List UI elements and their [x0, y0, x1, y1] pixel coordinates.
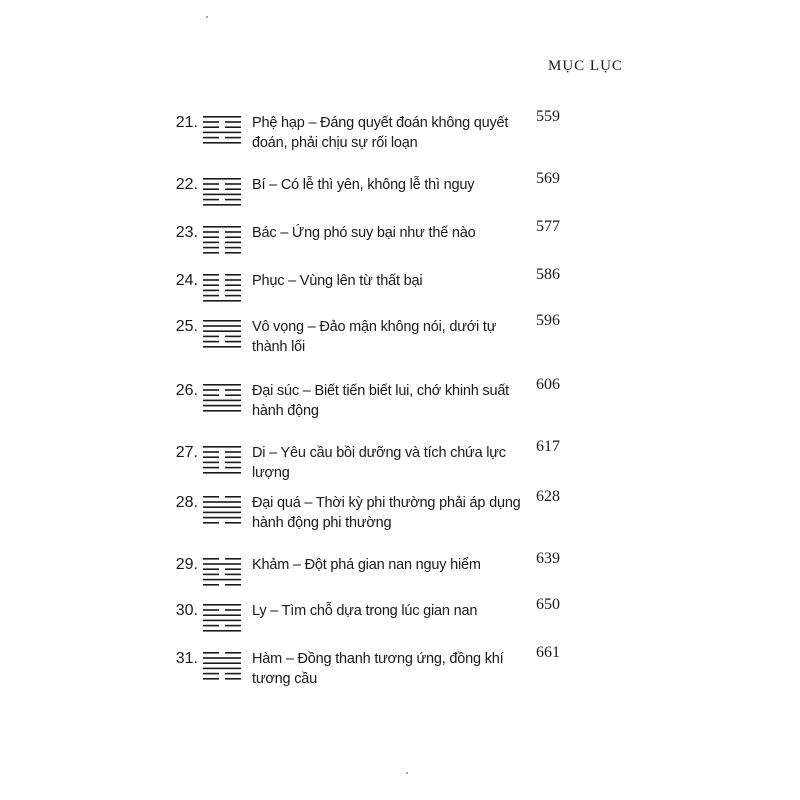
entry-page-number: 650	[536, 596, 560, 613]
yang-line	[203, 630, 241, 632]
yang-line	[203, 320, 241, 322]
yang-line	[203, 178, 241, 180]
hexagram-icon	[203, 554, 243, 588]
yin-line-segment	[203, 231, 219, 233]
hexagram-icon	[203, 316, 243, 350]
entry-number: 26.	[175, 382, 198, 399]
yang-line	[203, 330, 241, 332]
yin-line-segment	[225, 199, 241, 201]
yin-line-segment	[203, 242, 219, 244]
yang-line	[203, 300, 241, 302]
entry-page-number: 606	[536, 376, 560, 393]
yin-line-segment	[203, 290, 219, 292]
hexagram-icon	[203, 270, 243, 304]
yang-line	[203, 662, 241, 664]
yang-line	[203, 579, 241, 581]
yin-line-segment	[225, 496, 241, 498]
yin-line-segment	[203, 678, 219, 680]
hexagram-icon	[203, 380, 243, 414]
entry-title: Di – Yêu cầu bồi dưỡng và tích chứa lực lượng	[252, 445, 506, 481]
entry-title: Khảm – Đột phá gian nan nguy hiểm	[252, 557, 481, 573]
yang-line	[203, 614, 241, 616]
yang-line	[203, 446, 241, 448]
yang-line	[203, 346, 241, 348]
entry-title: Đại súc – Biết tiến biết lui, chớ khinh suất hành động	[252, 383, 510, 419]
yang-line	[203, 620, 241, 622]
yin-line-segment	[203, 247, 219, 249]
yin-line-segment	[203, 336, 219, 338]
scan-speck	[406, 772, 408, 774]
yin-line-segment	[203, 584, 219, 586]
yin-line-segment	[225, 394, 241, 396]
entry-page-number: 617	[536, 438, 560, 455]
yin-line-segment	[203, 451, 219, 453]
yin-line-segment	[225, 236, 241, 238]
entry-title: Bác – Ứng phó suy bại như thế nào	[252, 225, 476, 241]
entry-page-number: 586	[536, 266, 560, 283]
yin-line-segment	[203, 279, 219, 281]
entry-page-number: 577	[536, 218, 560, 235]
yin-line-segment	[225, 625, 241, 627]
yin-line-segment	[225, 574, 241, 576]
entry-title: Bí – Có lễ thì yên, không lễ thì nguy	[252, 177, 475, 193]
yin-line-segment	[203, 673, 219, 675]
yin-line-segment	[225, 673, 241, 675]
yin-line-segment	[203, 126, 219, 128]
yang-line	[203, 563, 241, 565]
yang-line	[203, 226, 241, 228]
yin-line-segment	[225, 121, 241, 123]
yang-line	[203, 132, 241, 134]
yin-line-segment	[203, 456, 219, 458]
yang-line	[203, 501, 241, 503]
yin-line-segment	[225, 252, 241, 254]
yin-line-segment	[203, 236, 219, 238]
yin-line-segment	[225, 652, 241, 654]
entry-page-number: 661	[536, 644, 560, 661]
yin-line-segment	[225, 467, 241, 469]
yin-line-segment	[225, 290, 241, 292]
yin-line-segment	[225, 584, 241, 586]
entry-page-number: 569	[536, 170, 560, 187]
yin-line-segment	[225, 336, 241, 338]
yang-line	[203, 604, 241, 606]
yang-line	[203, 204, 241, 206]
yin-line-segment	[203, 558, 219, 560]
yin-line-segment	[225, 522, 241, 524]
yin-line-segment	[203, 496, 219, 498]
yang-line	[203, 517, 241, 519]
entry-number: 31.	[175, 650, 198, 667]
yin-line-segment	[203, 394, 219, 396]
yin-line-segment	[203, 183, 219, 185]
yin-line-segment	[203, 568, 219, 570]
yin-line-segment	[203, 274, 219, 276]
hexagram-icon	[203, 442, 243, 476]
yin-line-segment	[225, 678, 241, 680]
yang-line	[203, 116, 241, 118]
page-header: MỤC LỤC	[548, 58, 623, 74]
entry-title: Đại quá – Thời kỳ phi thường phải áp dụng hành động phi thường	[252, 495, 521, 531]
yang-line	[203, 657, 241, 659]
yin-line-segment	[225, 462, 241, 464]
entry-page-number: 559	[536, 108, 560, 125]
yin-line-segment	[203, 522, 219, 524]
yin-line-segment	[203, 625, 219, 627]
entry-page-number: 596	[536, 312, 560, 329]
entry-number: 23.	[175, 224, 198, 241]
scan-speck	[206, 16, 208, 18]
yang-line	[203, 405, 241, 407]
yin-line-segment	[203, 341, 219, 343]
yin-line-segment	[203, 652, 219, 654]
yin-line-segment	[225, 274, 241, 276]
yin-line-segment	[225, 295, 241, 297]
yin-line-segment	[203, 574, 219, 576]
entry-number: 28.	[175, 494, 198, 511]
yang-line	[203, 410, 241, 412]
yin-line-segment	[203, 295, 219, 297]
yang-line	[203, 400, 241, 402]
yin-line-segment	[225, 126, 241, 128]
yin-line-segment	[203, 389, 219, 391]
yin-line-segment	[203, 252, 219, 254]
yin-line-segment	[225, 183, 241, 185]
yin-line-segment	[203, 284, 219, 286]
entry-number: 25.	[175, 318, 198, 335]
yin-line-segment	[203, 188, 219, 190]
yin-line-segment	[203, 467, 219, 469]
yin-line-segment	[225, 242, 241, 244]
entry-title: Phệ hạp – Đáng quyết đoán không quyết đoán, phải chịu sự rối loạn	[252, 115, 509, 151]
yang-line	[203, 325, 241, 327]
hexagram-icon	[203, 600, 243, 634]
entry-number: 22.	[175, 176, 198, 193]
yin-line-segment	[225, 231, 241, 233]
entry-number: 29.	[175, 556, 198, 573]
entry-title: Ly – Tìm chỗ dựa trong lúc gian nan	[252, 603, 478, 619]
yin-line-segment	[225, 609, 241, 611]
entry-number: 30.	[175, 602, 198, 619]
yin-line-segment	[225, 284, 241, 286]
entry-number: 21.	[175, 114, 198, 131]
entry-number: 24.	[175, 272, 198, 289]
yin-line-segment	[203, 199, 219, 201]
yin-line-segment	[203, 121, 219, 123]
yang-line	[203, 506, 241, 508]
yang-line	[203, 512, 241, 514]
entry-page-number: 628	[536, 488, 560, 505]
yang-line	[203, 668, 241, 670]
yin-line-segment	[203, 609, 219, 611]
yang-line	[203, 142, 241, 144]
yin-line-segment	[225, 456, 241, 458]
hexagram-icon	[203, 492, 243, 526]
entry-page-number: 639	[536, 550, 560, 567]
yin-line-segment	[225, 341, 241, 343]
yin-line-segment	[225, 568, 241, 570]
yin-line-segment	[203, 137, 219, 139]
hexagram-icon	[203, 648, 243, 682]
hexagram-icon	[203, 174, 243, 208]
yin-line-segment	[225, 451, 241, 453]
yang-line	[203, 472, 241, 474]
entry-title: Hàm – Đồng thanh tương ứng, đồng khí tương cầu	[252, 651, 504, 687]
yin-line-segment	[225, 188, 241, 190]
entry-number: 27.	[175, 444, 198, 461]
yin-line-segment	[225, 389, 241, 391]
entry-title: Phục – Vùng lên từ thất bại	[252, 273, 423, 289]
entry-title: Vô vọng – Đảo mận không nói, dưới tự thành lối	[252, 319, 497, 355]
yin-line-segment	[225, 137, 241, 139]
hexagram-icon	[203, 112, 243, 146]
yin-line-segment	[203, 462, 219, 464]
yin-line-segment	[225, 279, 241, 281]
yin-line-segment	[225, 247, 241, 249]
yang-line	[203, 194, 241, 196]
yin-line-segment	[225, 558, 241, 560]
yang-line	[203, 384, 241, 386]
hexagram-icon	[203, 222, 243, 256]
